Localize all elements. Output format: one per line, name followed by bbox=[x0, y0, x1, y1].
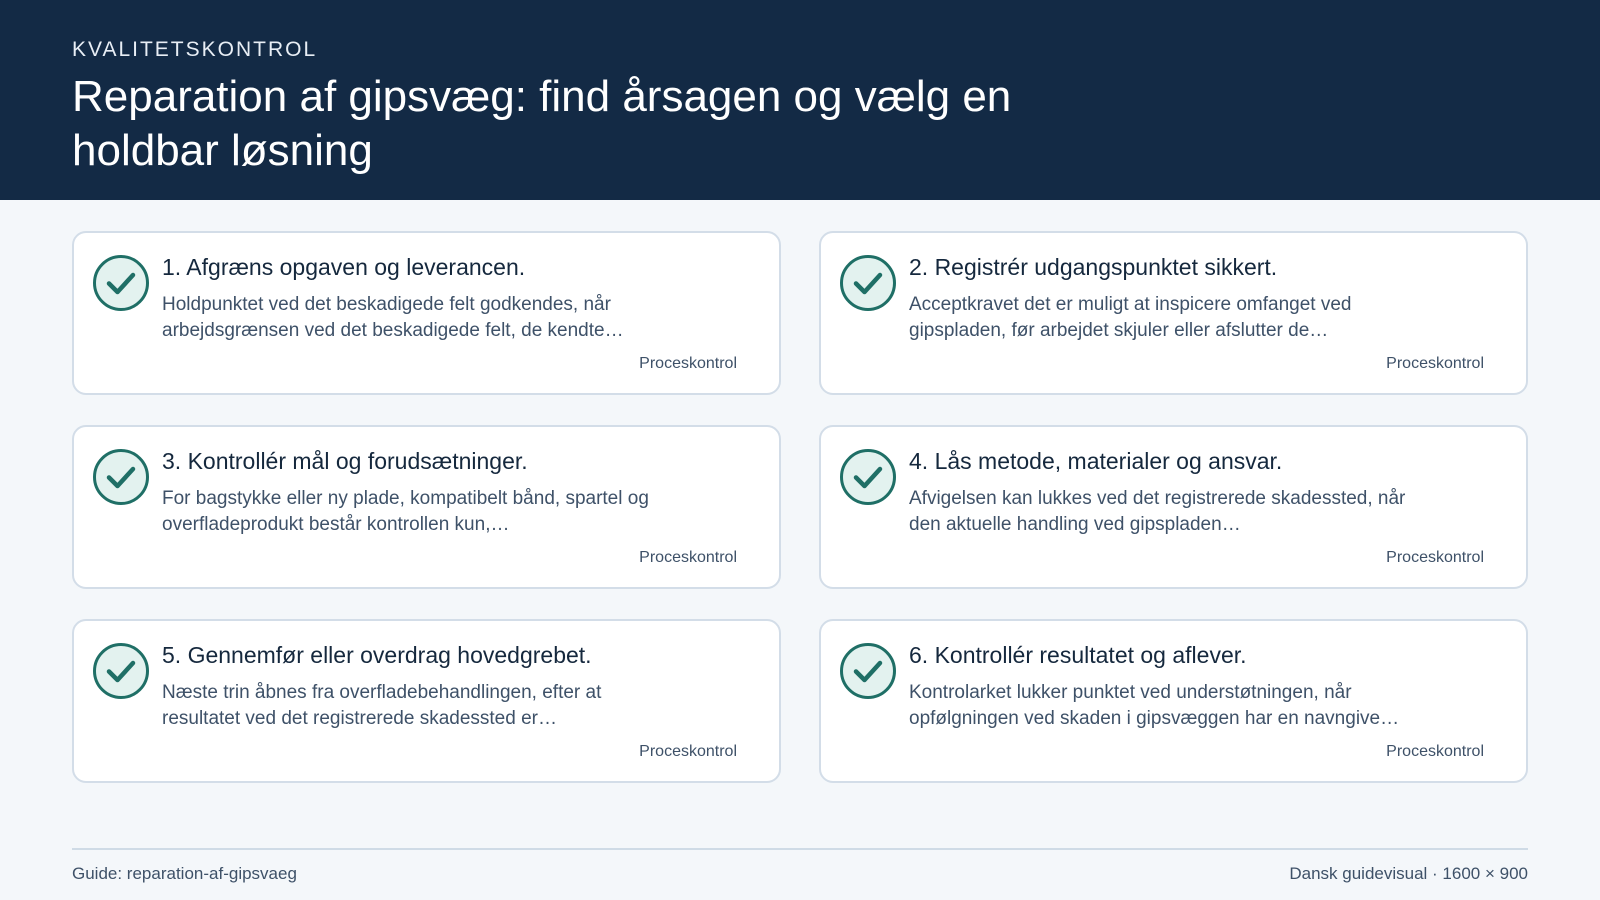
footer-divider bbox=[72, 848, 1528, 850]
header-banner bbox=[0, 0, 1600, 200]
checklist-grid bbox=[72, 231, 1528, 783]
checklist-card bbox=[72, 619, 781, 783]
checklist-card bbox=[819, 231, 1528, 395]
card-title: 5. Gennemfør eller overdrag hovedgrebet. bbox=[162, 642, 592, 668]
card-tag: Proceskontrol bbox=[1386, 355, 1484, 372]
card-body: Holdpunktet ved det beskadigede felt godkendes, når arbejdsgrænsen ved det beskadigede felt, de kendte… bbox=[162, 294, 624, 341]
card-body: Acceptkravet det er muligt at inspicere omfanget ved gipspladen, før arbejdet skjuler eller afslutter de… bbox=[909, 294, 1352, 341]
footer-guide-label: Guide: reparation-af-gipsvaeg bbox=[72, 864, 297, 883]
eyebrow-label: KVALITETSKONTROL bbox=[72, 38, 318, 61]
card-tag: Proceskontrol bbox=[639, 355, 737, 372]
check-circle-icon bbox=[839, 254, 897, 312]
checklist-card bbox=[819, 619, 1528, 783]
card-title: 6. Kontrollér resultatet og aflever. bbox=[909, 642, 1247, 668]
card-title: 4. Lås metode, materialer og ansvar. bbox=[909, 448, 1283, 474]
check-circle-icon bbox=[92, 254, 150, 312]
card-title: 3. Kontrollér mål og forudsætninger. bbox=[162, 448, 528, 474]
checklist-card bbox=[72, 231, 781, 395]
check-circle-icon bbox=[92, 448, 150, 506]
card-body: Næste trin åbnes fra overfladebehandlingen, efter at resultatet ved det registrerede skadessted er… bbox=[162, 682, 602, 729]
card-tag: Proceskontrol bbox=[1386, 549, 1484, 566]
checklist-card bbox=[72, 425, 781, 589]
page-title: Reparation af gipsvæg: find årsagen og vælg en holdbar løsning bbox=[72, 72, 1012, 175]
check-circle-icon bbox=[92, 642, 150, 700]
checklist-card bbox=[819, 425, 1528, 589]
footer-meta-label: Dansk guidevisual · 1600 × 900 bbox=[1289, 864, 1528, 883]
check-circle-icon bbox=[839, 448, 897, 506]
check-circle-icon bbox=[839, 642, 897, 700]
card-title: 1. Afgræns opgaven og leverancen. bbox=[162, 254, 526, 280]
card-tag: Proceskontrol bbox=[639, 549, 737, 566]
card-body: Kontrolarket lukker punktet ved understøtningen, når opfølgningen ved skaden i gipsvæggen har en navngive… bbox=[909, 682, 1400, 729]
card-tag: Proceskontrol bbox=[639, 743, 737, 760]
card-body: For bagstykke eller ny plade, kompatibelt bånd, spartel og overfladeprodukt består kontrollen kun,… bbox=[162, 488, 649, 535]
card-body: Afvigelsen kan lukkes ved det registrerede skadessted, når den aktuelle handling ved gipspladen… bbox=[909, 488, 1406, 535]
card-tag: Proceskontrol bbox=[1386, 743, 1484, 760]
card-title: 2. Registrér udgangspunktet sikkert. bbox=[909, 254, 1278, 280]
